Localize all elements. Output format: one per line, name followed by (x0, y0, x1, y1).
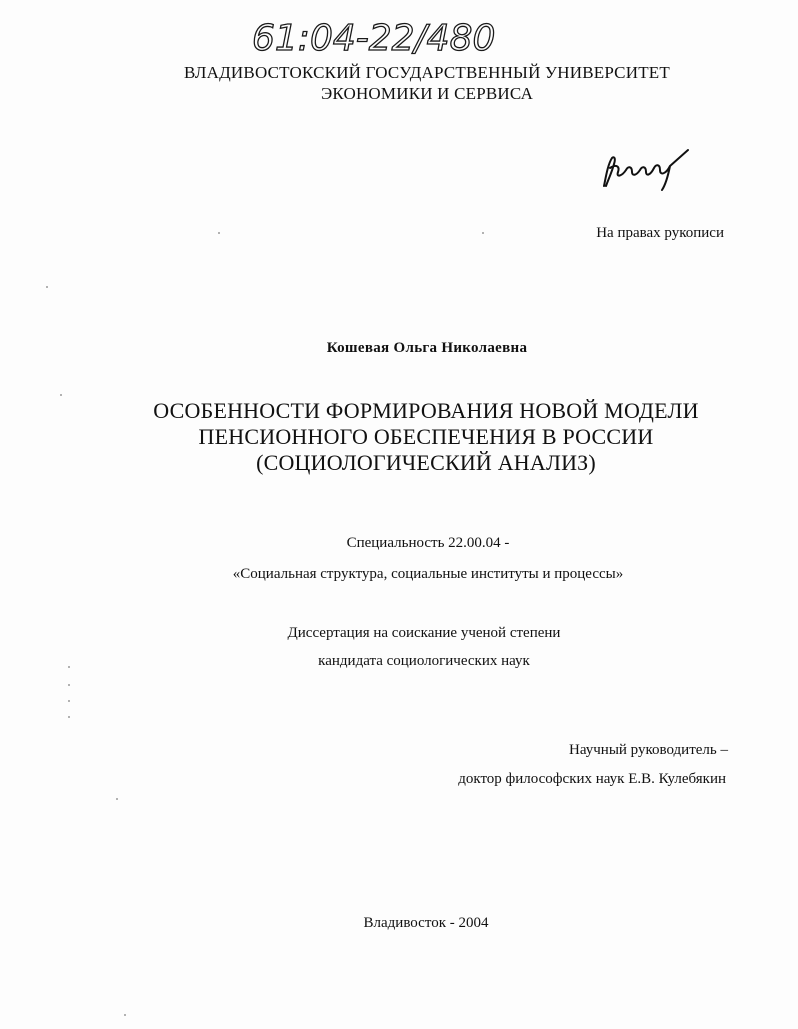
specialty-code: Специальность 22.00.04 - (346, 535, 510, 551)
author-name: Кошевая Ольга Николаевна (326, 340, 528, 356)
scan-speck (482, 232, 484, 234)
degree-line-2: кандидата социологических наук (318, 653, 530, 669)
degree-line-1: Диссертация на соискание ученой степени (287, 625, 561, 641)
supervisor-name: доктор философских наук Е.В. Кулебякин (458, 771, 726, 787)
handwritten-code-drawing (248, 12, 538, 62)
specialty-name: «Социальная структура, социальные институты и процессы» (232, 566, 624, 582)
university-line-1: ВЛАДИВОСТОКСКИЙ ГОСУДАРСТВЕННЫЙ УНИВЕРСИТЕТ (184, 63, 670, 82)
scan-speck (218, 232, 220, 234)
title-line-2: ПЕНСИОННОГО ОБЕСПЕЧЕНИЯ В РОССИИ (198, 424, 654, 449)
title-line-3: (СОЦИОЛОГИЧЕСКИЙ АНАЛИЗ) (256, 450, 596, 475)
scan-speck (116, 798, 118, 800)
manuscript-rights-note: На правах рукописи (596, 225, 724, 241)
handwritten-code-text: 61:04-22/480 (252, 18, 496, 59)
scan-speck (124, 1014, 126, 1016)
scan-speck (68, 684, 70, 686)
thesis-title (0, 398, 798, 476)
city-and-year: Владивосток - 2004 (363, 915, 489, 931)
university-name (0, 62, 798, 104)
scan-speck (68, 666, 70, 668)
scan-speck (68, 716, 70, 718)
scan-speck (46, 286, 48, 288)
scan-speck (68, 700, 70, 702)
title-line-1: ОСОБЕННОСТИ ФОРМИРОВАНИЯ НОВОЙ МОДЕЛИ (153, 398, 699, 423)
university-line-2: ЭКОНОМИКИ И СЕРВИСА (320, 84, 534, 103)
scan-speck (60, 394, 62, 396)
handwritten-archive-code (248, 12, 538, 62)
supervisor-label: Научный руководитель – (569, 742, 728, 758)
signature-icon (596, 146, 696, 194)
